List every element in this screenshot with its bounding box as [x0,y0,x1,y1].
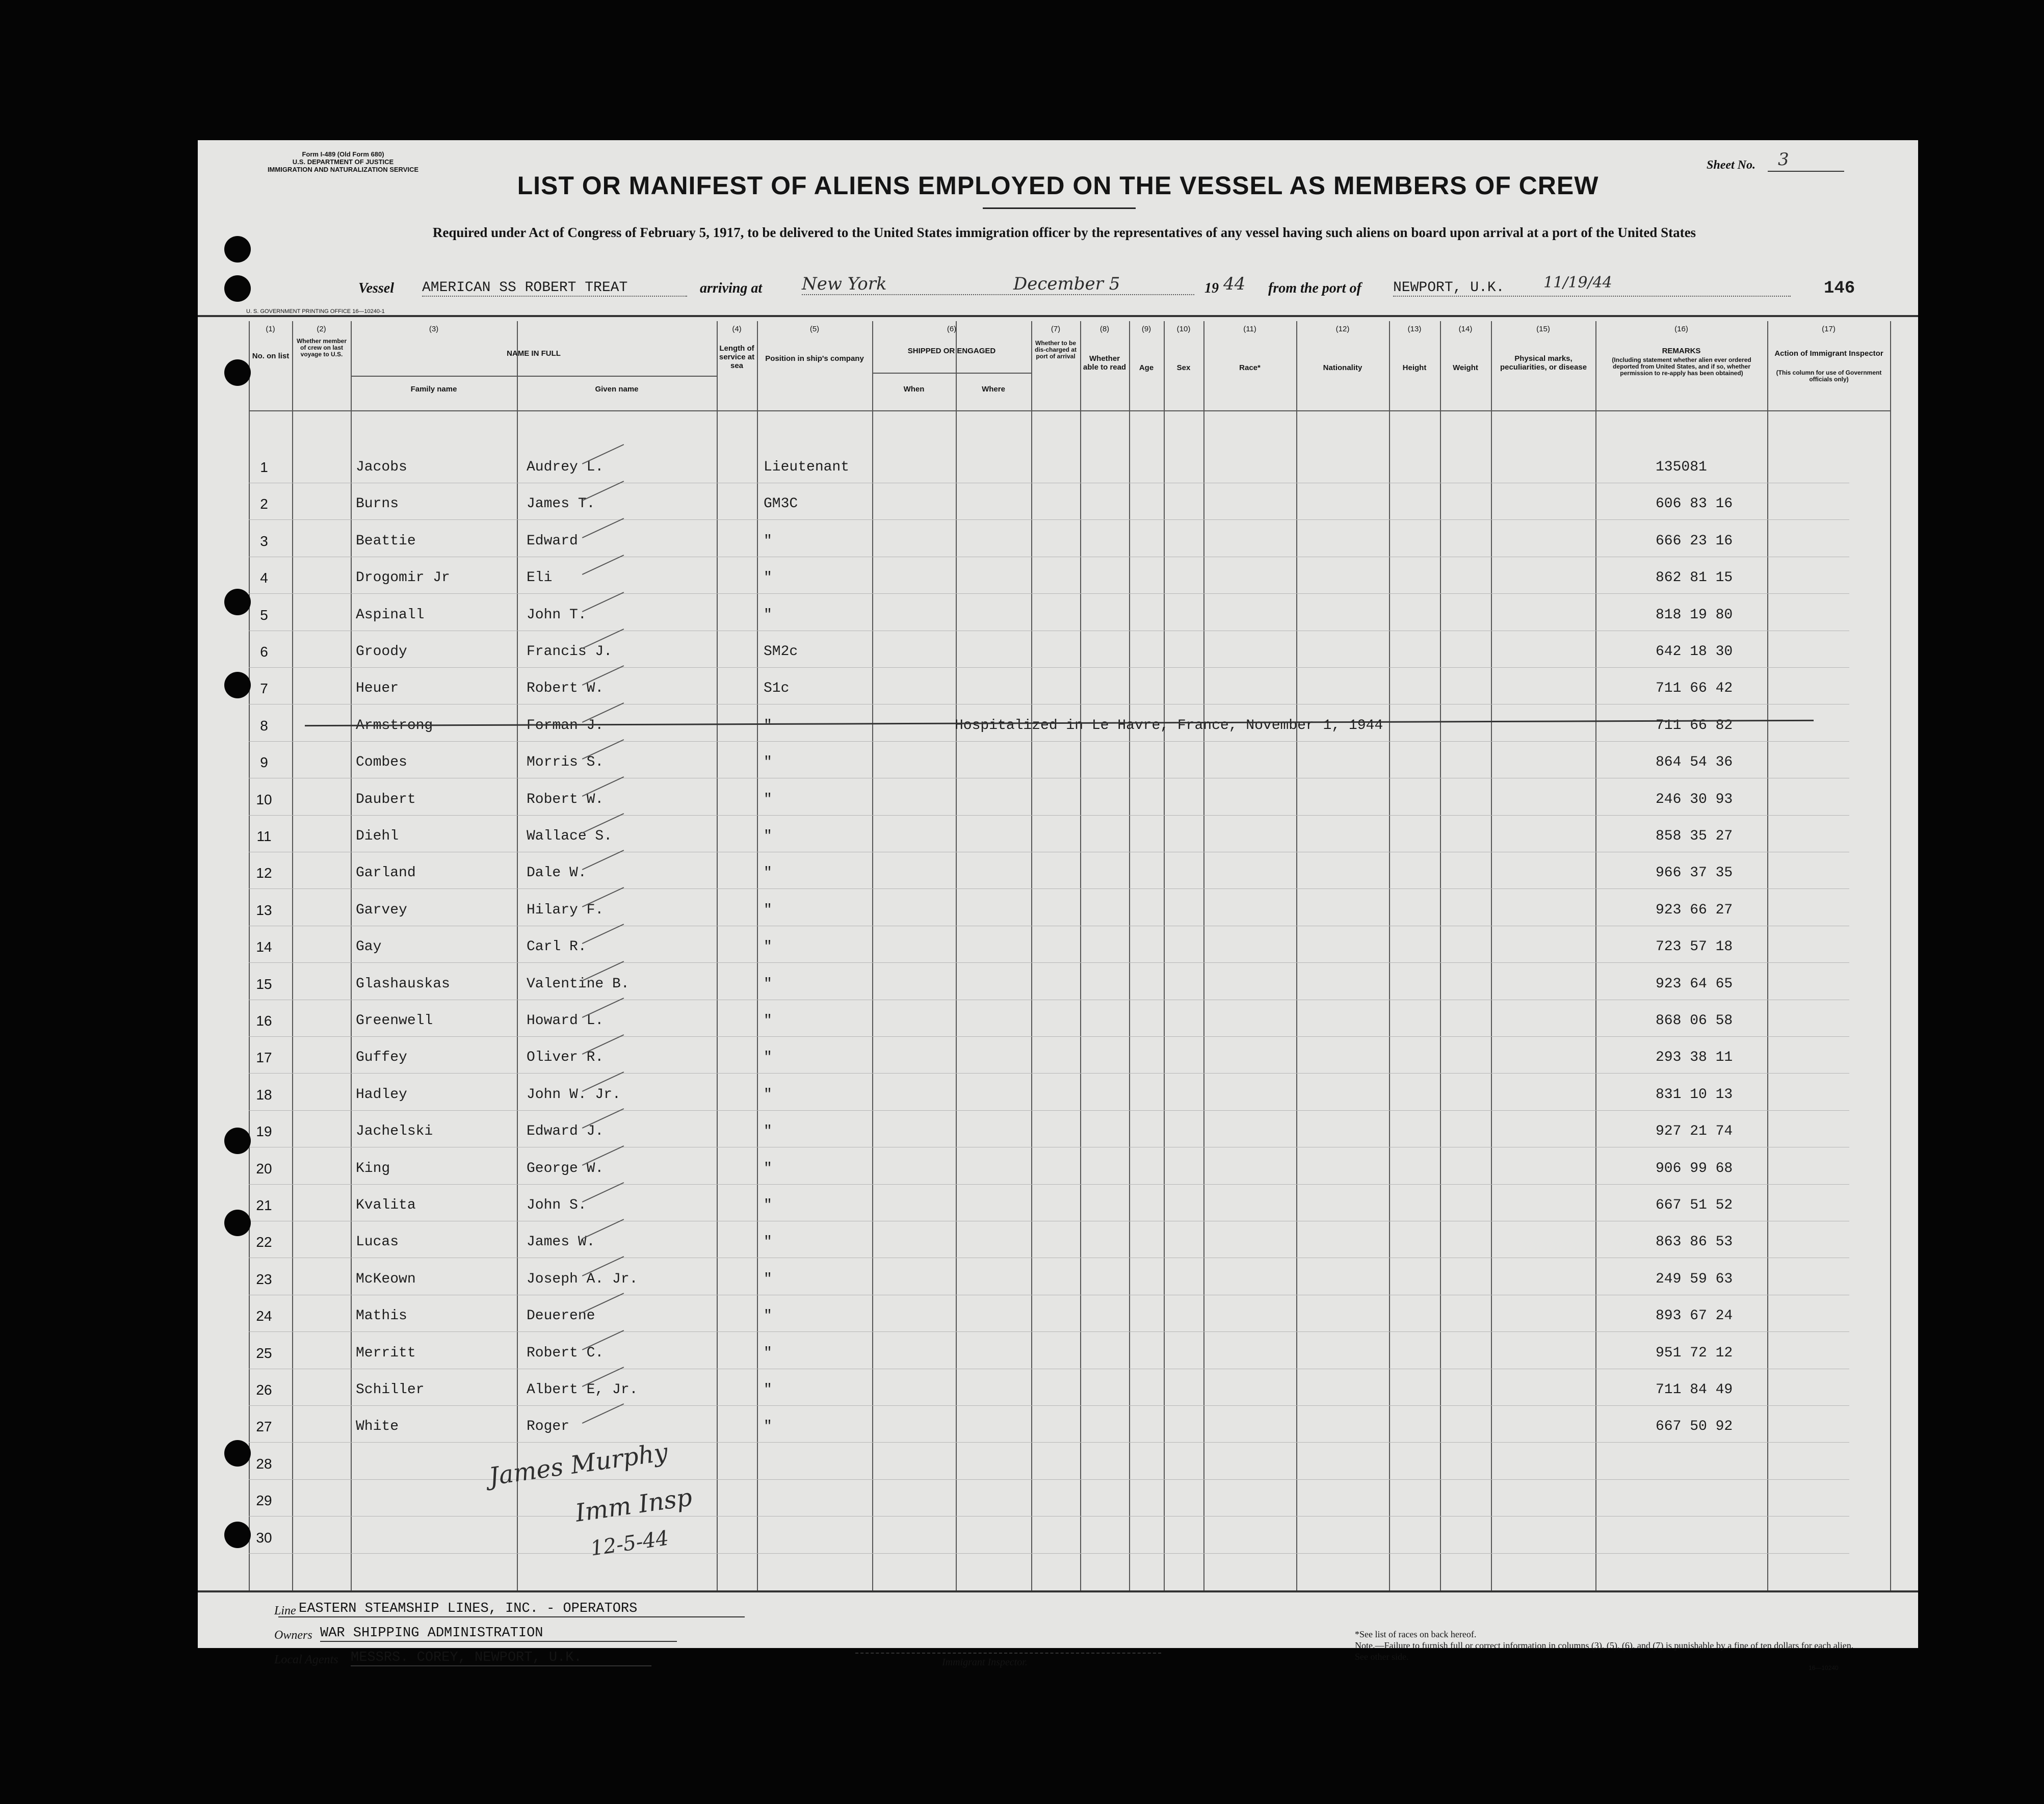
local-agents-label: Local Agents [274,1653,338,1666]
remarks-cell: 667 51 52 [1656,1197,1733,1213]
remarks-cell: 863 86 53 [1656,1234,1733,1250]
local-agents-value: MESSRS. COREY, NEWPORT, U.K. [351,1650,651,1666]
table-row [249,446,1849,483]
table-row [249,889,1849,926]
row-number: 13 [256,902,272,918]
header-remarks-note: (Including statement whether alien ever ordered deported from United States, and if so, whether permission to re-apply has been obtained) [1612,356,1751,377]
position-cell: " [764,1013,772,1029]
table-row [249,631,1849,668]
check-tick [582,1182,624,1202]
table-row [249,1479,1849,1517]
row-number: 16 [256,1013,272,1029]
given-name-cell: Forman J. [527,717,604,734]
punch-hole [224,1522,251,1548]
manifest-sheet [198,140,1918,1671]
given-name-cell: John S. [527,1197,587,1213]
year-suffix: 44 [1223,274,1246,294]
family-name-cell: Groody [356,644,407,660]
row-number: 1 [260,459,268,475]
form-code: 16—10240 [1809,1664,1839,1671]
check-tick [582,518,624,538]
position-cell: SM2c [764,644,798,660]
table-row [249,520,1849,557]
given-name-cell: Audrey L. [527,459,604,475]
table-row [249,1332,1849,1369]
given-name-cell: Robert C. [527,1345,604,1361]
position-cell: GM3C [764,496,798,512]
family-name-cell: Garvey [356,902,407,918]
sheet-label: Sheet No. [1707,159,1755,172]
column-number: (14) [1458,325,1473,333]
row-number: 17 [256,1050,272,1066]
given-name-cell: Robert W. [527,681,604,697]
table-row [249,1000,1849,1037]
inspector-signature-title: Imm Insp [573,1483,694,1528]
given-name-cell: Carl R. [527,939,587,955]
remarks-cell: 923 64 65 [1656,976,1733,992]
inspector-signature-line [855,1653,1161,1654]
row-number: 19 [256,1123,272,1140]
table-row [249,852,1849,889]
remarks-cell: 864 54 36 [1656,754,1733,771]
row-number: 3 [260,533,268,549]
table-row [249,667,1849,704]
table-row [249,815,1849,852]
family-name-cell: Hadley [356,1086,407,1103]
page-subtitle: Required under Act of Congress of February 5, 1917, to be delivered to the United States immigration officer by the representatives of any vessel having such aliens on board upon arrival at a port of the United States [432,225,1696,240]
from-port-label: from the port of [1268,280,1361,296]
position-cell: Lieutenant [764,459,850,475]
header-where: Where [982,385,1005,394]
row-number: 4 [260,570,268,586]
given-name-cell: Joseph A. Jr. [527,1271,638,1287]
table-row [249,778,1849,816]
header-action: Action of Immigrant Inspector [1774,349,1883,358]
row-number: 23 [256,1271,272,1287]
check-tick [582,1219,624,1239]
family-name-cell: Gay [356,939,382,955]
year-prefix: 19 [1204,280,1219,296]
line-value: EASTERN STEAMSHIP LINES, INC. - OPERATORS [278,1601,745,1617]
remarks-cell: 868 06 58 [1656,1013,1733,1029]
position-cell: " [764,1308,772,1324]
row-number: 2 [260,496,268,512]
position-cell: " [764,828,772,844]
family-name-cell: Mathis [356,1308,407,1324]
line-label: Line [274,1604,296,1617]
position-cell: S1c [764,681,790,697]
column-number: (16) [1674,325,1688,333]
family-name-cell: McKeown [356,1271,416,1287]
column-number: (17) [1822,325,1836,333]
position-cell: " [764,791,772,807]
table-row [249,741,1849,778]
page-title: LIST OR MANIFEST OF ALIENS EMPLOYED ON THE VESSEL AS MEMBERS OF CREW [517,171,1599,200]
given-name-cell: Dale W. [527,865,587,881]
check-tick [582,481,624,501]
header-able-to-read: Whether able to read [1083,354,1126,372]
position-cell: " [764,754,772,771]
family-name-cell: Lucas [356,1234,399,1250]
family-name-cell: Heuer [356,681,399,697]
family-name-cell: Daubert [356,791,416,807]
remarks-cell: 906 99 68 [1656,1160,1733,1176]
remarks-cell: 858 35 27 [1656,828,1733,844]
remarks-cell: 966 37 35 [1656,865,1733,881]
position-cell: " [764,1419,772,1435]
punch-hole [224,672,251,698]
column-number: (13) [1407,325,1422,333]
owners-label: Owners [274,1629,312,1642]
arriving-label: arriving at [700,280,763,296]
remarks-cell: 711 66 42 [1656,681,1733,697]
row-number: 20 [256,1160,272,1176]
given-name-cell: James T. [527,496,595,512]
given-name-cell: George W. [527,1160,604,1176]
row-number: 12 [256,865,272,881]
row-number: 7 [260,681,268,697]
table-row [249,926,1849,963]
row-number: 18 [256,1086,272,1103]
row-number: 10 [256,791,272,807]
family-name-cell: Jacobs [356,459,407,475]
table-row [249,1405,1849,1443]
punch-hole [224,236,251,263]
remarks-cell: 893 67 24 [1656,1308,1733,1324]
table-row [249,1074,1849,1111]
vessel-label: Vessel [358,280,394,296]
column-number: (5) [809,325,820,333]
table-row [249,1517,1849,1554]
header-given-name: Given name [595,385,639,394]
form-id-line: U.S. DEPARTMENT OF JUSTICE [292,158,394,166]
race-note: *See list of races on back hereof. [1355,1629,1477,1639]
header-race: Race* [1239,363,1261,372]
from-port: NEWPORT, U.K. [1393,280,1791,297]
position-cell: " [764,902,772,918]
inspector-signature-date: 12-5-44 [589,1526,670,1561]
hospitalized-note: Hospitalized in Le Havre, France, November 1, 1944 [955,717,1383,734]
arriving-port: New York [802,274,1194,295]
column-number: (8) [1099,325,1110,333]
row-number: 30 [256,1529,272,1546]
row-number: 21 [256,1197,272,1213]
family-name-cell: Drogomir Jr [356,570,450,586]
given-name-cell: Howard L. [527,1013,604,1029]
remarks-cell: 711 84 49 [1656,1382,1733,1398]
punch-hole [224,275,251,302]
family-name-cell: Armstrong [356,717,433,734]
check-tick [582,592,624,612]
header-age: Age [1139,363,1154,372]
header-when: When [903,385,925,394]
row-number: 28 [256,1455,272,1472]
remarks-cell: 927 21 74 [1656,1123,1733,1140]
header-height: Height [1402,363,1427,372]
remarks-cell: 642 18 30 [1656,644,1733,660]
family-name-cell: Beattie [356,533,416,549]
remarks-cell: 666 23 16 [1656,533,1733,549]
position-cell: " [764,533,772,549]
remarks-cell: 667 50 92 [1656,1419,1733,1435]
family-name-cell: Aspinall [356,607,425,623]
given-name-cell: Deuerene [527,1308,595,1324]
column-number: (9) [1141,325,1151,333]
form-id-line: IMMIGRATION AND NATURALIZATION SERVICE [267,166,419,173]
header-family-name: Family name [410,385,457,394]
remarks-cell: 246 30 93 [1656,791,1733,807]
departure-date: 11/19/44 [1543,274,1612,292]
given-name-cell: John T. [527,607,587,623]
header-length-service: Length of service at sea [719,344,755,370]
table-row [249,483,1849,520]
remarks-cell: 951 72 12 [1656,1345,1733,1361]
given-name-cell: Robert W. [527,791,604,807]
remarks-cell: 862 81 15 [1656,570,1733,586]
check-tick [582,1403,624,1424]
remarks-cell: 249 59 63 [1656,1271,1733,1287]
position-cell: " [764,607,772,623]
footer-rule [198,1590,1918,1592]
table-row [249,557,1849,594]
table-row [249,1295,1849,1332]
header-weight: Weight [1453,363,1478,372]
family-name-cell: Schiller [356,1382,425,1398]
family-name-cell: Combes [356,754,407,771]
header-remarks: REMARKS [1662,347,1701,355]
family-name-cell: Garland [356,865,416,881]
position-cell: " [764,1234,772,1250]
given-name-cell: John W. Jr. [527,1086,621,1103]
header-action-note: (This column for use of Government officials only) [1776,369,1882,383]
remarks-cell: 723 57 18 [1656,939,1733,955]
given-name-cell: Albert E, Jr. [527,1382,638,1398]
name-subheader-rule [351,376,717,377]
remarks-cell: 135081 [1656,459,1707,475]
header-physical-marks: Physical marks, peculiarities, or disease [1500,354,1587,372]
form-id-block [256,150,430,173]
penalty-note: Note.—Failure to furnish full or correct information in columns (3), (5), (6), and (7) is punishable by a fine of ten dollars for each alien. See other side. [1355,1640,1854,1662]
check-tick [582,924,624,944]
vessel-name: AMERICAN SS ROBERT TREAT [422,280,687,297]
arrival-month-day: December 5 [1013,274,1120,294]
header-bottom-rule [249,410,1890,411]
header-no-on-list: No. on list [252,352,290,360]
row-number: 25 [256,1345,272,1361]
given-name-cell: Edward J. [527,1123,604,1140]
position-cell: " [764,570,772,586]
remarks-cell: 831 10 13 [1656,1086,1733,1103]
family-name-cell: Merritt [356,1345,416,1361]
position-cell: " [764,1160,772,1176]
row-number: 27 [256,1419,272,1435]
given-name-cell: Francis J. [527,644,613,660]
header-shipped-engaged: SHIPPED OR ENGAGED [907,347,996,355]
column-number: (15) [1536,325,1550,333]
row-number: 14 [256,939,272,955]
given-name-cell: Roger [527,1419,570,1435]
header-nationality: Nationality [1323,363,1362,372]
column-number: (6) [947,325,957,333]
given-name-cell: Hilary F. [527,902,604,918]
row-number: 29 [256,1493,272,1509]
position-cell: " [764,976,772,992]
header-rule [198,315,1918,317]
column-number: (1) [266,325,275,333]
header-discharged: Whether to be dis-charged at port of arrival [1034,339,1077,360]
row-number: 11 [256,828,272,844]
family-name-cell: Diehl [356,828,399,844]
inspector-signature-name: James Murphy [487,1437,670,1492]
given-name-cell: Valentine B. [527,976,630,992]
form-id-line: Form I-489 (Old Form 680) [302,150,384,158]
family-name-cell: Jachelski [356,1123,433,1140]
remarks-cell: 293 38 11 [1656,1050,1733,1066]
table-row [249,1036,1849,1074]
position-cell: " [764,1050,772,1066]
table-row [249,1369,1849,1406]
family-name-cell: Burns [356,496,399,512]
position-cell: " [764,1197,772,1213]
header-whether-member: Whether member of crew on last voyage to U.S. [296,337,347,358]
column-number: (7) [1051,325,1061,333]
sheet-number: 3 [1778,149,1789,170]
punch-hole [224,1440,251,1467]
position-cell: " [764,1123,772,1140]
row-number: 24 [256,1308,272,1324]
family-name-cell: Greenwell [356,1013,433,1029]
table-row [249,594,1849,631]
row-number: 26 [256,1382,272,1398]
remarks-cell: 818 19 80 [1656,607,1733,623]
punch-hole [224,359,251,386]
remarks-cell: 711 66 82 [1656,717,1733,734]
column-divider [1890,321,1891,1590]
owners-value: WAR SHIPPING ADMINISTRATION [320,1626,677,1642]
check-tick [582,555,624,575]
row-number: 8 [260,717,268,734]
position-cell: " [764,1271,772,1287]
position-cell: " [764,717,772,734]
row-number: 5 [260,607,268,623]
table-row [249,963,1849,1000]
table-row [249,1258,1849,1295]
family-name-cell: King [356,1160,390,1176]
family-name-cell: Glashauskas [356,976,450,992]
given-name-cell: Eli [527,570,553,586]
position-cell: " [764,865,772,881]
header-position: Position in ship's company [765,354,864,363]
check-tick [582,850,624,870]
shipped-subheader-rule [872,373,1031,374]
given-name-cell: Oliver R. [527,1050,604,1066]
page-number: 146 [1824,279,1855,298]
punch-hole [224,589,251,615]
row-number: 22 [256,1234,272,1250]
remarks-cell: 923 66 27 [1656,902,1733,918]
check-tick [582,1293,624,1313]
punch-hole [224,1210,251,1236]
position-cell: " [764,1345,772,1361]
given-name-cell: Morris S. [527,754,604,771]
family-name-cell: Guffey [356,1050,407,1066]
row-number: 9 [260,754,268,771]
immigrant-inspector-label: Immigrant Inspector. [942,1657,1028,1668]
printer-line: U. S. GOVERNMENT PRINTING OFFICE 16—10240-1 [246,308,385,315]
table-row [249,1184,1849,1221]
column-number: (2) [317,325,326,333]
family-name-cell: White [356,1419,399,1435]
given-name-cell: James W. [527,1234,595,1250]
column-number: (11) [1243,325,1256,333]
table-row [249,1147,1849,1185]
given-name-cell: Edward [527,533,578,549]
header-name-in-full: NAME IN FULL [507,349,561,358]
position-cell: " [764,1086,772,1103]
title-rule [983,207,1136,209]
column-number: (3) [429,325,439,333]
column-number: (12) [1335,325,1350,333]
row-number: 6 [260,644,268,660]
given-name-cell: Wallace S. [527,828,613,844]
table-row [249,1221,1849,1258]
header-sex: Sex [1176,363,1191,372]
position-cell: " [764,939,772,955]
family-name-cell: Kvalita [356,1197,416,1213]
remarks-cell: 606 83 16 [1656,496,1733,512]
row-number: 15 [256,976,272,992]
table-row [249,1110,1849,1147]
column-number: (4) [732,325,742,333]
column-number: (10) [1176,325,1191,333]
position-cell: " [764,1382,772,1398]
punch-hole [224,1128,251,1154]
